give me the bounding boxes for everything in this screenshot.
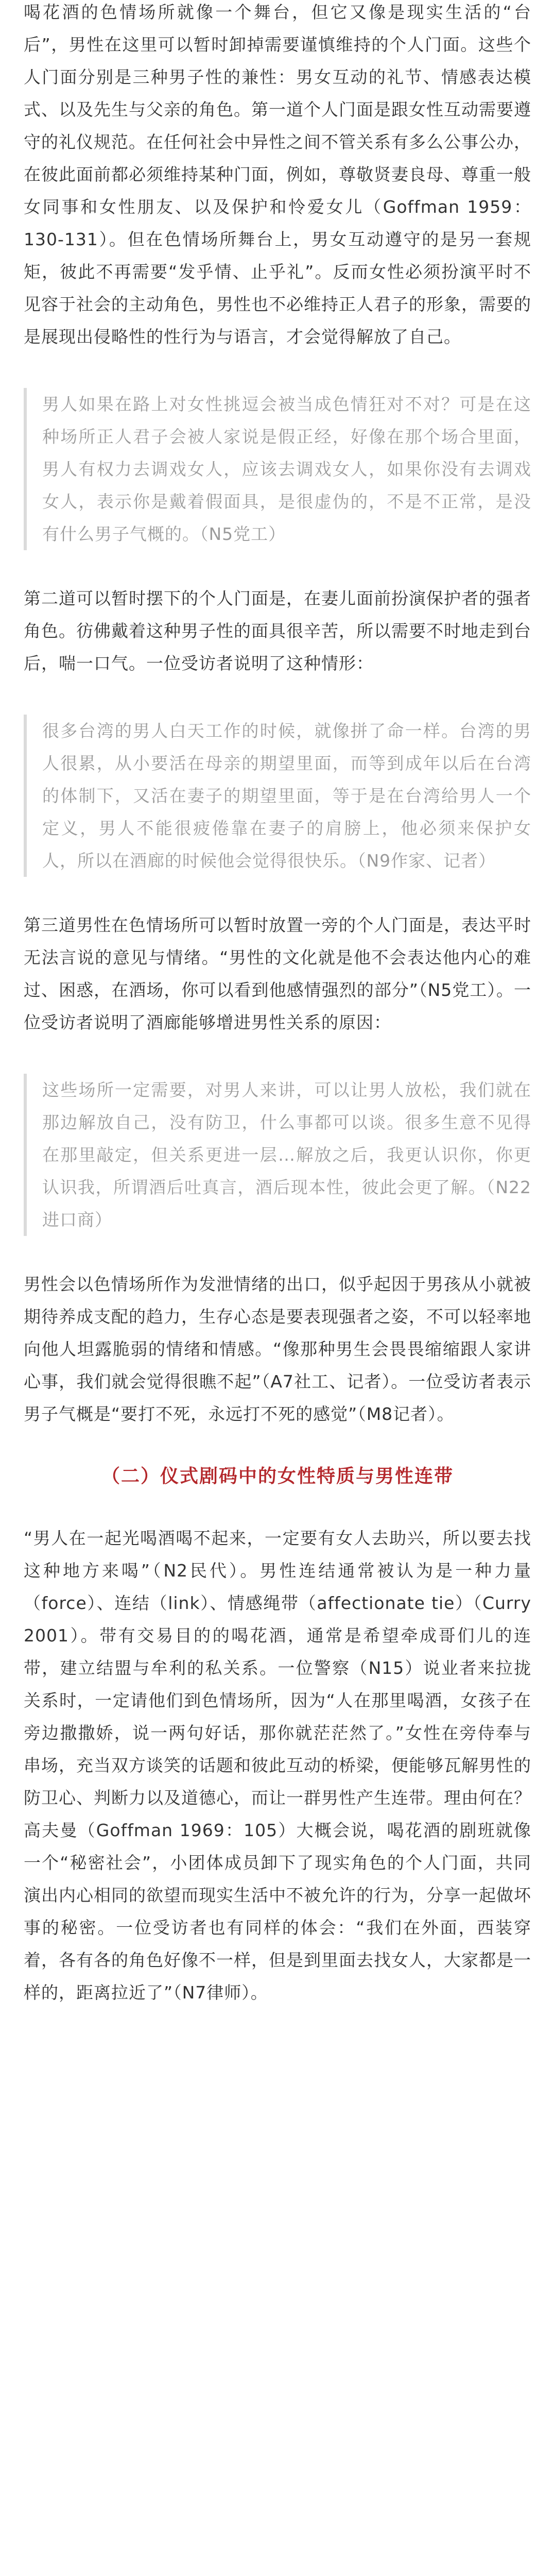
paragraph-first-facade: 喝花酒的色情场所就像一个舞台，但它又像是现实生活的“台后”，男性在这里可以暂时卸掉需要谨慎维持的个人门面。这些个人门面分别是三种男子性的兼性：男女互动的礼节、情感表达模式、以及先生与父亲的角色。第一道个人门面是跟女性互动需要遵守的礼仪规范。在任何社会中异性之间不管关系有多么公事公办，在彼此面前都必须维持某种门面，例如，尊敬贤妻良母、尊重一般女同事和女性朋友、以及保护和怜爱女儿（Goffman 1959：130-131）。但在色情场所舞台上，男女互动遵守的是另一套规矩，彼此不再需要“发乎情、止乎礼”。反而女性必须扮演平时不见容于社会的主动角色，男性也不必维持正人君子的形象，需要的是展现出侵略性的性行为与语言，才会觉得解放了自己。 bbox=[24, 2, 531, 347]
paragraph-third-facade: 第三道男性在色情场所可以暂时放置一旁的个人门面是，表达平时无法言说的意见与情绪。“男性的文化就是他不会表达他内心的难过、困惑，在酒场，你可以看到他感情强烈的部分”（N5党工）。一位受访者说明了酒廊能够增进男性关系的原因： bbox=[24, 915, 531, 1032]
paragraph-male-bonding: “男人在一起光喝酒喝不起来，一定要有女人去助兴，所以要去找这种地方来喝”（N2民代）。男性连结通常被认为是一种力量（force）、连结（link）、情感绳带（affectionate tie）（Curry 2001）。带有交易目的的喝花酒，通常是希望牵成哥们儿的连带，建立结盟与牟利的私关系。一位警察（N15）说业者来拉拢关系时，一定请他们到色情场所，因为“人在那里喝酒，女孩子在旁边撒撒娇，说一两句好话，那你就茫茫然了。”女性在旁侍奉与串场，充当双方谈笑的话题和彼此互动的桥梁，便能够瓦解男性的防卫心、判断力以及道德心，而让一群男性产生连带。理由何在？高夫曼（Goffman 1969：105）大概会说，喝花酒的剧班就像一个“秘密社会”，小团体成员卸下了现实角色的个人门面，共同演出内心相同的欲望而现实生活中不被允许的行为，分享一起做坏事的秘密。一位受访者也有同样的体会：“我们在外面，西装穿着，各有各的角色好像不一样，但是到里面去找女人，大家都是一样的，距离拉近了”（N7律师）。 bbox=[24, 1528, 531, 2003]
paragraph-emotion-outlet: 男性会以色情场所作为发泄情绪的出口，似乎起因于男孩从小就被期待养成支配的趋力，生存心态是要表现强者之姿，不可以轻率地向他人坦露脆弱的情绪和情感。“像那种男生会畏畏缩缩跟人家讲心事，我们就会觉得很瞧不起”（A7社工、记者）。一位受访者表示男子气概是“要打不死，永远打不死的感觉”（M8记者）。 bbox=[24, 1274, 531, 1424]
quote-text-n9: 很多台湾的男人白天工作的时候，就像拼了命一样。台湾的男人很累，从小要活在母亲的期望里面，而等到成年以后在台湾的体制下，又活在妻子的期望里面，等于是在台湾给男人一个定义，男人不能很疲倦靠在妻子的肩膀上，他必须来保护女人，所以在酒廊的时候他会觉得很快乐。（N9作家、记者） bbox=[42, 721, 531, 871]
blockquote-n5 bbox=[24, 388, 531, 550]
quote-text-n5: 男人如果在路上对女性挑逗会被当成色情狂对不对？可是在这种场所正人君子会被人家说是假正经，好像在那个场合里面，男人有权力去调戏女人，应该去调戏女人，如果你没有去调戏女人，表示你是戴着假面具，是很虚伪的，不是不正常，是没有什么男子气概的。（N5党工） bbox=[42, 394, 531, 544]
paragraph-second-facade: 第二道可以暂时摆下的个人门面是，在妻儿面前扮演保护者的强者角色。彷佛戴着这种男子性的面具很辛苦，所以需要不时地走到台后，喘一口气。一位受访者说明了这种情形： bbox=[24, 588, 531, 673]
section-heading: （二）仪式剧码中的女性特质与男性连带 bbox=[101, 1466, 454, 1487]
blockquote-n9 bbox=[24, 715, 531, 877]
quote-text-n22: 这些场所一定需要，对男人来讲，可以让男人放松，我们就在那边解放自己，没有防卫，什么事都可以谈。很多生意不见得在那里敲定，但关系更进一层…解放之后，我更认识你，你更认识我，所谓酒后吐真言，酒后现本性，彼此会更了解。（N22进口商） bbox=[42, 1080, 531, 1230]
blockquote-n22 bbox=[24, 1074, 531, 1236]
